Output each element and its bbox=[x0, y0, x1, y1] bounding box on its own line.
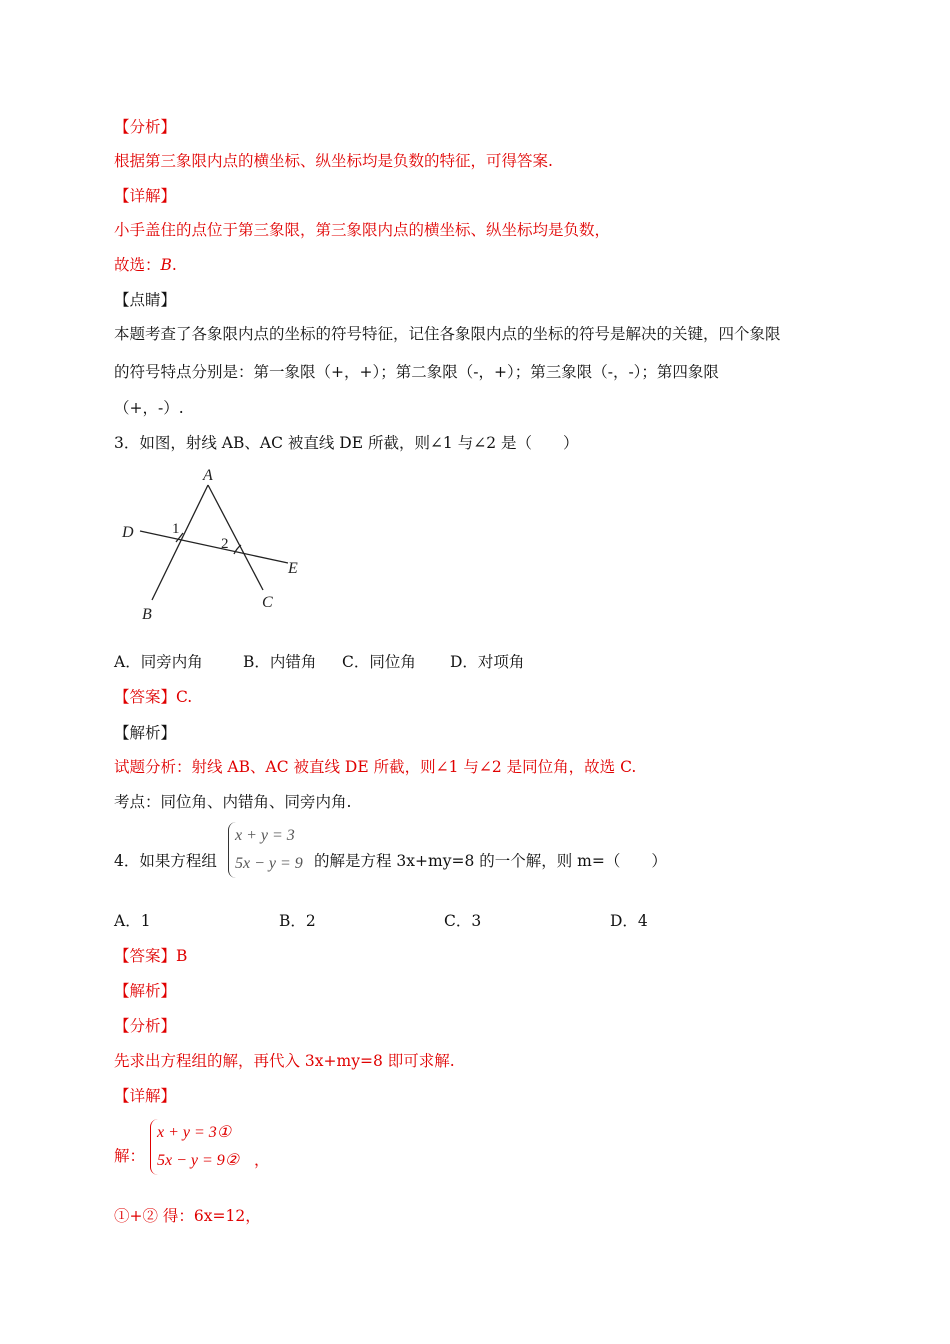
solve-suffix: ， bbox=[254, 1151, 270, 1169]
key-points: 考点：同位角、内错角、同旁内角. bbox=[114, 793, 352, 811]
ray-ac bbox=[208, 485, 263, 590]
line-de bbox=[140, 531, 288, 563]
analysis-text: 试题分析：射线 AB、AC 被直线 DE 所截，则∠1 与∠2 是同位角，故选 C. bbox=[114, 758, 637, 776]
solve-prefix: 解： bbox=[114, 1147, 146, 1165]
ray-ab bbox=[152, 485, 208, 600]
label-a: A bbox=[203, 467, 213, 484]
detail-tag: 【详解】 bbox=[114, 187, 177, 205]
label-b: B bbox=[142, 606, 152, 623]
detail-text: 小手盖住的点位于第三象限，第三象限内点的横坐标、纵坐标均是负数， bbox=[114, 221, 611, 239]
analysis-text: 先求出方程组的解，再代入 3x+my=8 即可求解. bbox=[114, 1052, 455, 1070]
question-4-prefix: 4．如果方程组 bbox=[114, 852, 217, 870]
equation-system bbox=[228, 822, 303, 878]
comment-line: （+，-）. bbox=[114, 399, 184, 417]
option-b: B．2 bbox=[279, 912, 316, 930]
equation: x + y = 3 bbox=[235, 827, 295, 844]
choice-line bbox=[114, 255, 177, 275]
angle-figure bbox=[110, 460, 310, 630]
answer: 【答案】B bbox=[114, 947, 188, 965]
label-d: D bbox=[122, 524, 134, 541]
comment-line: 的符号特点分别是：第一象限（+，+）；第二象限（-，+）；第三象限（-，-）；第四象限 bbox=[114, 363, 719, 381]
choice-value: B bbox=[160, 256, 172, 274]
jiexi-tag: 【解析】 bbox=[114, 724, 177, 742]
analysis-text: 根据第三象限内点的横坐标、纵坐标均是负数的特征，可得答案. bbox=[114, 152, 553, 170]
jiexi-tag: 【解析】 bbox=[114, 982, 177, 1000]
label-angle-2: 2 bbox=[221, 536, 229, 552]
answer: 【答案】C. bbox=[114, 688, 193, 706]
analysis-tag: 【分析】 bbox=[114, 118, 177, 136]
equation: 5x − y = 9 bbox=[235, 855, 303, 872]
choice-prefix: 故选： bbox=[114, 256, 161, 274]
option-b: B．内错角 bbox=[243, 653, 317, 671]
equation: 5x − y = 9② bbox=[157, 1152, 240, 1169]
option-c: C．3 bbox=[444, 912, 482, 930]
analysis-tag: 【分析】 bbox=[114, 1017, 177, 1035]
choice-suffix: . bbox=[171, 256, 177, 274]
detail-tag: 【详解】 bbox=[114, 1087, 177, 1105]
label-c: C bbox=[262, 594, 273, 611]
comment-tag: 【点睛】 bbox=[114, 291, 177, 309]
option-c: C．同位角 bbox=[342, 653, 416, 671]
question-4-suffix: 的解是方程 3x+my=8 的一个解，则 m=（ ） bbox=[314, 852, 667, 870]
equation: x + y = 3① bbox=[157, 1124, 232, 1141]
comment-line: 本题考查了各象限内点的坐标的符号特征，记住各象限内点的坐标的符号是解决的关键，四个象限 bbox=[114, 325, 781, 343]
option-a: A．同旁内角 bbox=[114, 653, 203, 671]
question-3: 3．如图，射线 AB、AC 被直线 DE 所截，则∠1 与∠2 是（ ） bbox=[114, 434, 579, 452]
option-d: D．对项角 bbox=[450, 653, 525, 671]
option-a: A．1 bbox=[114, 912, 151, 930]
label-e: E bbox=[288, 560, 298, 577]
label-angle-1: 1 bbox=[172, 521, 180, 537]
solve-system bbox=[150, 1119, 239, 1175]
option-d: D．4 bbox=[610, 912, 648, 930]
solve-step: ①+② 得：6x=12， bbox=[114, 1207, 261, 1225]
